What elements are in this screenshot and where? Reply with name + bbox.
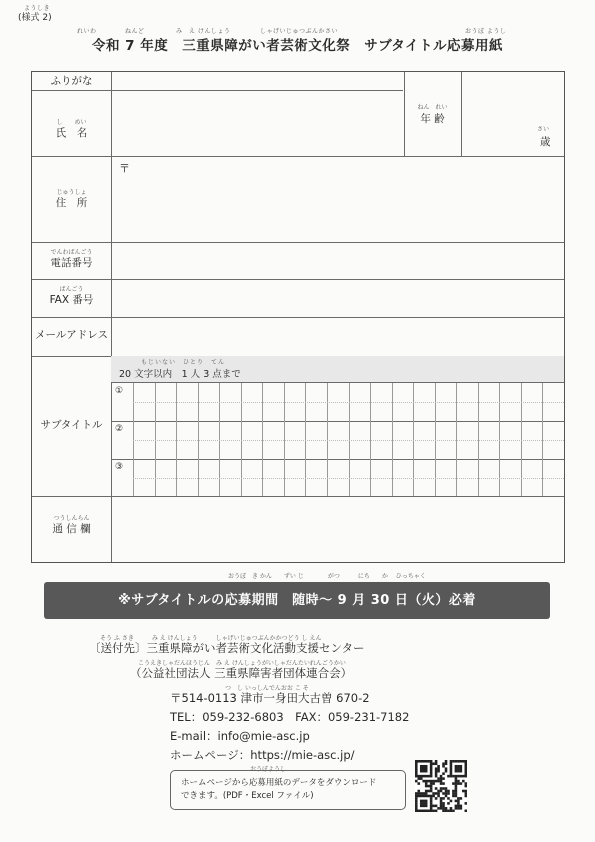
- age-unit: 歳: [540, 136, 551, 148]
- title-ruby-mieken: み え けんしょう: [176, 28, 231, 35]
- page-title: 令和 7 年度 三重県障がい者芸術文化祭 サブタイトル応募用紙: [91, 38, 504, 54]
- email-field[interactable]: [111, 317, 565, 356]
- subtitle-row-number: ②: [115, 424, 124, 434]
- org-ruby: こうえきしゃだんほうじん み え けんしょうがいしゃだんたいれんごうかい: [138, 660, 346, 667]
- subtitle-row-2[interactable]: [111, 421, 564, 459]
- title-ruby-reiwa: れいわ: [77, 28, 97, 35]
- contact-email[interactable]: E-mail：info@mie-asc.jp: [170, 729, 310, 743]
- contact-address: 〒514-0113 津市一身田大古曽 670-2: [170, 691, 370, 705]
- fax-field[interactable]: [111, 279, 565, 317]
- contact-homepage[interactable]: ホームページ：https://mie-asc.jp/: [170, 748, 355, 762]
- application-form: [31, 71, 565, 563]
- form-tag: (様式 2): [18, 13, 52, 23]
- furigana-field[interactable]: [111, 72, 405, 90]
- address-label: じゅうしょ 住 所: [55, 189, 88, 210]
- note-ruby: おうぼようし: [250, 766, 287, 773]
- comm-field[interactable]: [111, 496, 565, 562]
- subtitle-note-header: [111, 356, 564, 383]
- phone-field[interactable]: [111, 242, 565, 279]
- phone-label: でんわばんごう 電話番号: [50, 249, 93, 270]
- title-ruby-geijutsu: しゃげいじゅつぶんかさい: [260, 28, 339, 35]
- age-unit-ruby: さい: [537, 126, 550, 133]
- form-tag-ruby: ようしき: [24, 5, 51, 12]
- deadline-banner: ※サブタイトルの応募期間 随時～ 9 月 30 日（火）必着: [44, 582, 550, 619]
- subtitle-row-3[interactable]: [111, 459, 564, 497]
- title-ruby-nendo: ねんど: [125, 28, 145, 35]
- grid-guide-line: [133, 440, 564, 441]
- title-ruby-oubo: おうぼ ようし: [465, 28, 507, 35]
- subtitle-row-1[interactable]: [111, 383, 564, 421]
- note-line-2: できます。(PDF・Excel ファイル): [181, 791, 314, 801]
- fax-label: ばんごう FAX 番号: [49, 286, 94, 307]
- age-label: ねん れい 年 齢: [417, 104, 448, 125]
- banner-ruby: おうぼ き かん ずい じ がつ にち か ひっちゃく: [228, 573, 426, 580]
- email-label: メールアドレス: [35, 329, 108, 341]
- postal-mark: 〒: [119, 162, 130, 175]
- furigana-label: ふりがな: [50, 75, 93, 87]
- subtitle-note-ruby: もじいない ひとり てん: [141, 359, 226, 366]
- subtitle-note: 20 文字以内 1 人 3 点まで: [119, 369, 241, 380]
- grid-guide-line: [133, 402, 564, 403]
- address-field[interactable]: [111, 156, 565, 242]
- comm-label: つうしんらん 通 信 欄: [52, 515, 91, 536]
- subtitle-row-number: ③: [115, 462, 124, 472]
- name-field[interactable]: [111, 90, 405, 156]
- send-to: 〔送付先〕三重県障がい者芸術文化活動支援センター: [89, 641, 365, 655]
- contact-tel-fax: TEL：059-232-6803 FAX：059-231-7182: [170, 710, 410, 724]
- note-line-1: ホームページから応募用紙のデータをダウンロード: [181, 778, 377, 788]
- download-note: [170, 770, 406, 810]
- org-name: （公益社団法人 三重県障害者団体連合会）: [130, 666, 353, 680]
- qr-code[interactable]: [415, 760, 467, 812]
- age-divider-left: [404, 72, 405, 156]
- subtitle-label: サブタイトル: [40, 419, 103, 431]
- grid-guide-line: [133, 478, 564, 479]
- send-to-ruby: そう ふ さき み え けんしょう しゃげいじゅつぶんかかつどう し えん: [100, 635, 322, 642]
- subtitle-row-number: ①: [115, 386, 124, 396]
- address-ruby: つ し いっしんでんおお こ そ: [225, 685, 309, 692]
- name-label: し めい 氏 名: [55, 119, 88, 140]
